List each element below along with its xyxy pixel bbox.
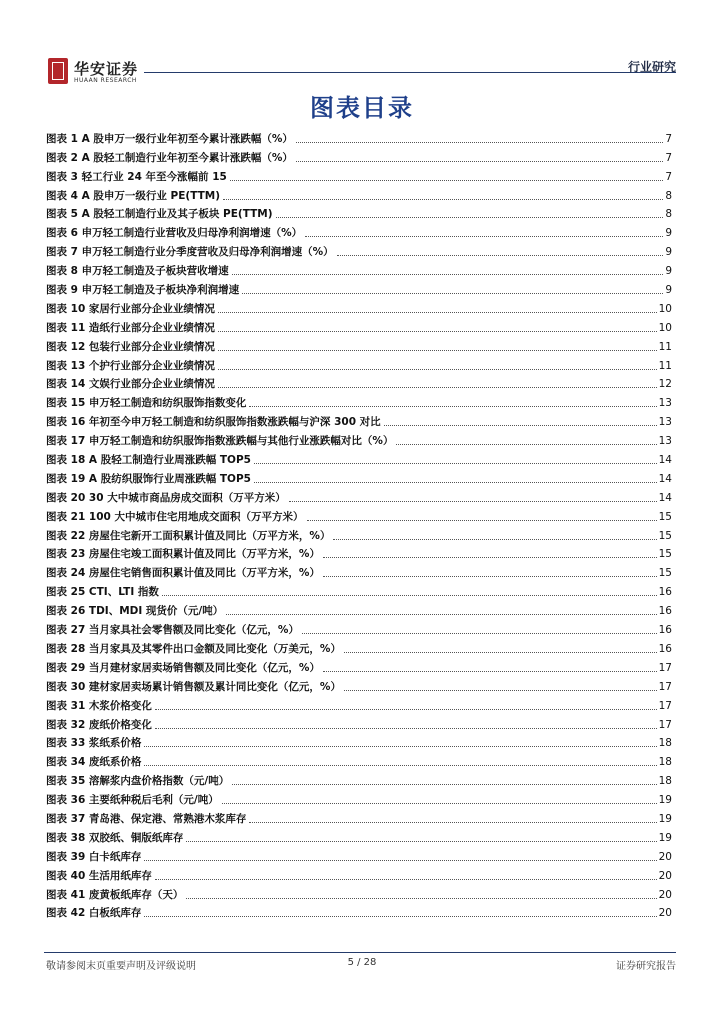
toc-entry-label: 图表 22 房屋住宅新开工面积累计值及同比（万平方米，%） bbox=[46, 529, 331, 542]
toc-leader-dots bbox=[254, 463, 657, 464]
page-number: 5 / 28 bbox=[347, 957, 377, 968]
toc-leader-dots bbox=[305, 236, 663, 237]
toc-leader-dots bbox=[162, 595, 657, 596]
toc-entry-page: 18 bbox=[658, 756, 672, 769]
toc-entry-page: 13 bbox=[658, 397, 672, 410]
toc-leader-dots bbox=[218, 350, 657, 351]
toc-entry[interactable] bbox=[46, 769, 672, 788]
toc-entry[interactable] bbox=[46, 467, 672, 486]
toc-entry-page: 18 bbox=[658, 775, 672, 788]
toc-entry-page: 20 bbox=[658, 907, 672, 920]
toc-leader-dots bbox=[323, 576, 657, 577]
toc-entry[interactable] bbox=[46, 410, 672, 429]
toc-leader-dots bbox=[155, 728, 657, 729]
toc-entry-page: 14 bbox=[658, 454, 672, 467]
toc-leader-dots bbox=[218, 331, 657, 332]
toc-entry[interactable] bbox=[46, 864, 672, 883]
toc-entry[interactable] bbox=[46, 184, 672, 203]
toc-entry-label: 图表 26 TDI、MDI 现货价（元/吨） bbox=[46, 605, 224, 618]
toc-entry-page: 15 bbox=[658, 567, 672, 580]
toc-entry-page: 20 bbox=[658, 850, 672, 863]
toc-entry-label: 图表 15 申万轻工制造和纺织服饰指数变化 bbox=[46, 397, 247, 410]
toc-entry[interactable] bbox=[46, 391, 672, 410]
toc-entry-page: 12 bbox=[658, 378, 672, 391]
toc-entry-page: 7 bbox=[665, 132, 672, 145]
toc-entry-label: 图表 13 个护行业部分企业业绩情况 bbox=[46, 359, 215, 372]
toc-entry[interactable] bbox=[46, 656, 672, 675]
toc-leader-dots bbox=[384, 425, 657, 426]
toc-leader-dots bbox=[307, 520, 657, 521]
toc-entry-label: 图表 3 轻工行业 24 年至今涨幅前 15 bbox=[46, 170, 227, 183]
toc-entry-label: 图表 31 木浆价格变化 bbox=[46, 699, 152, 712]
section-label: 行业研究 bbox=[627, 60, 676, 74]
toc-entry-page: 16 bbox=[658, 586, 672, 599]
toc-entry-label: 图表 5 A 股轻工制造行业及其子板块 PE(TTM) bbox=[46, 208, 273, 221]
toc-entry-label: 图表 16 年初至今申万轻工制造和纺织服饰指数涨跌幅与沪深 300 对比 bbox=[46, 416, 381, 429]
toc-entry[interactable] bbox=[46, 127, 672, 146]
toc-entry[interactable] bbox=[46, 599, 672, 618]
toc-entry-page: 17 bbox=[658, 699, 672, 712]
toc-entry[interactable] bbox=[46, 146, 672, 165]
toc-entry[interactable] bbox=[46, 373, 672, 392]
toc-entry-page: 10 bbox=[658, 302, 672, 315]
toc-entry-page: 14 bbox=[658, 491, 672, 504]
toc-entry-page: 16 bbox=[658, 642, 672, 655]
toc-entry-label: 图表 32 废纸价格变化 bbox=[46, 718, 152, 731]
toc-entry-page: 17 bbox=[658, 680, 672, 693]
toc-entry-page: 16 bbox=[658, 605, 672, 618]
toc-entry-label: 图表 1 A 股申万一级行业年初至今累计涨跌幅（%） bbox=[46, 132, 293, 145]
toc-entry-page: 15 bbox=[658, 548, 672, 561]
toc-entry[interactable] bbox=[46, 297, 672, 316]
toc-entry-page: 8 bbox=[665, 208, 672, 221]
toc-entry-label: 图表 6 申万轻工制造行业营收及归母净利润增速（%） bbox=[46, 227, 303, 240]
toc-entry-label: 图表 42 白板纸库存 bbox=[46, 907, 142, 920]
toc-entry-label: 图表 34 废纸系价格 bbox=[46, 756, 142, 769]
toc-entry[interactable] bbox=[46, 845, 672, 864]
toc-leader-dots bbox=[218, 312, 657, 313]
toc-entry-label: 图表 10 家居行业部分企业业绩情况 bbox=[46, 302, 215, 315]
toc-entry-label: 图表 37 青岛港、保定港、常熟港木浆库存 bbox=[46, 812, 247, 825]
toc-entry-page: 15 bbox=[658, 510, 672, 523]
toc-entry-page: 8 bbox=[665, 189, 672, 202]
toc-entry[interactable] bbox=[46, 543, 672, 562]
toc-leader-dots bbox=[222, 803, 657, 804]
toc-entry-page: 20 bbox=[658, 888, 672, 901]
toc-entry[interactable] bbox=[46, 807, 672, 826]
toc-entry[interactable] bbox=[46, 902, 672, 921]
footer-disclaimer: 敬请参阅末页重要声明及评级说明 bbox=[46, 961, 196, 972]
toc-leader-dots bbox=[396, 444, 656, 445]
toc-entry-label: 图表 19 A 股纺织服饰行业周涨跌幅 TOP5 bbox=[46, 472, 251, 485]
footer-divider bbox=[44, 952, 676, 953]
toc-entry[interactable] bbox=[46, 505, 672, 524]
toc-entry[interactable] bbox=[46, 486, 672, 505]
toc-entry-page: 19 bbox=[658, 794, 672, 807]
toc-entry-page: 9 bbox=[665, 284, 672, 297]
toc-entry-label: 图表 30 建材家居卖场累计销售额及累计同比变化（亿元，%） bbox=[46, 680, 341, 693]
toc-leader-dots bbox=[218, 387, 657, 388]
toc-entry-page: 18 bbox=[658, 737, 672, 750]
toc-entry-label: 图表 21 100 大中城市住宅用地成交面积（万平方米） bbox=[46, 510, 304, 523]
toc-leader-dots bbox=[249, 406, 656, 407]
toc-entry-label: 图表 18 A 股轻工制造行业周涨跌幅 TOP5 bbox=[46, 454, 251, 467]
toc-entry-page: 9 bbox=[665, 227, 672, 240]
toc-leader-dots bbox=[249, 822, 656, 823]
toc-entry-page: 7 bbox=[665, 170, 672, 183]
toc-leader-dots bbox=[323, 671, 657, 672]
toc-entry[interactable] bbox=[46, 354, 672, 373]
toc-entry-label: 图表 41 废黄板纸库存（天） bbox=[46, 888, 184, 901]
toc-entry-label: 图表 20 30 大中城市商品房成交面积（万平方米） bbox=[46, 491, 286, 504]
toc-entry-label: 图表 35 溶解浆内盘价格指数（元/吨） bbox=[46, 775, 230, 788]
toc-leader-dots bbox=[289, 501, 657, 502]
toc-leader-dots bbox=[232, 274, 664, 275]
toc-entry[interactable] bbox=[46, 694, 672, 713]
toc-leader-dots bbox=[242, 293, 663, 294]
toc-leader-dots bbox=[296, 142, 663, 143]
toc-leader-dots bbox=[296, 161, 663, 162]
toc-entry-page: 19 bbox=[658, 812, 672, 825]
toc-leader-dots bbox=[344, 652, 657, 653]
brand-name-en: HUAAN RESEARCH bbox=[74, 77, 137, 84]
toc-leader-dots bbox=[186, 841, 656, 842]
toc-entry[interactable] bbox=[46, 524, 672, 543]
toc-entry-page: 13 bbox=[658, 435, 672, 448]
toc-leader-dots bbox=[223, 199, 663, 200]
toc-entry[interactable] bbox=[46, 637, 672, 656]
toc-entry-label: 图表 23 房屋住宅竣工面积累计值及同比（万平方米，%） bbox=[46, 548, 320, 561]
toc-entry[interactable] bbox=[46, 580, 672, 599]
toc-entry[interactable] bbox=[46, 826, 672, 845]
toc-entry-label: 图表 7 申万轻工制造行业分季度营收及归母净利润增速（%） bbox=[46, 246, 334, 259]
toc-entry-label: 图表 24 房屋住宅销售面积累计值及同比（万平方米，%） bbox=[46, 567, 320, 580]
toc-entry[interactable] bbox=[46, 221, 672, 240]
toc-entry[interactable] bbox=[46, 259, 672, 278]
toc-entry-page: 13 bbox=[658, 416, 672, 429]
toc-entry[interactable] bbox=[46, 750, 672, 769]
toc-entry[interactable] bbox=[46, 448, 672, 467]
toc-leader-dots bbox=[226, 614, 656, 615]
toc-entry-page: 20 bbox=[658, 869, 672, 882]
toc-leader-dots bbox=[144, 916, 656, 917]
toc-leader-dots bbox=[302, 633, 657, 634]
huaan-logo-icon bbox=[48, 58, 68, 84]
toc-leader-dots bbox=[323, 557, 657, 558]
toc-leader-dots bbox=[254, 482, 657, 483]
toc-entry-label: 图表 40 生活用纸库存 bbox=[46, 869, 152, 882]
toc-entry-page: 16 bbox=[658, 624, 672, 637]
toc-entry[interactable] bbox=[46, 675, 672, 694]
toc-entry-label: 图表 4 A 股申万一级行业 PE(TTM) bbox=[46, 189, 221, 202]
brand-name: 华安证券 bbox=[74, 60, 139, 78]
page-title: 图表目录 bbox=[310, 94, 414, 122]
toc-entry[interactable] bbox=[46, 429, 672, 448]
toc-leader-dots bbox=[333, 539, 656, 540]
toc-leader-dots bbox=[344, 690, 657, 691]
toc-leader-dots bbox=[155, 709, 657, 710]
toc-leader-dots bbox=[230, 180, 664, 181]
toc-entry[interactable] bbox=[46, 883, 672, 902]
toc-entry-page: 11 bbox=[658, 340, 672, 353]
header-divider bbox=[144, 72, 676, 73]
toc-entry[interactable] bbox=[46, 203, 672, 222]
toc-leader-dots bbox=[155, 879, 657, 880]
toc-entry-label: 图表 14 文娱行业部分企业业绩情况 bbox=[46, 378, 215, 391]
toc-entry-label: 图表 25 CTI、LTI 指数 bbox=[46, 586, 159, 599]
toc-entry-label: 图表 2 A 股轻工制造行业年初至今累计涨跌幅（%） bbox=[46, 151, 293, 164]
toc-entry-page: 14 bbox=[658, 472, 672, 485]
toc-entry-label: 图表 38 双胶纸、铜版纸库存 bbox=[46, 831, 184, 844]
toc-entry[interactable] bbox=[46, 618, 672, 637]
toc-entry-page: 10 bbox=[658, 321, 672, 334]
toc-entry-page: 19 bbox=[658, 831, 672, 844]
toc-entry[interactable] bbox=[46, 165, 672, 184]
toc-entry-page: 11 bbox=[658, 359, 672, 372]
toc-leader-dots bbox=[232, 784, 656, 785]
toc-entry-label: 图表 27 当月家具社会零售额及同比变化（亿元，%） bbox=[46, 624, 299, 637]
toc-entry[interactable] bbox=[46, 278, 672, 297]
toc-entry[interactable] bbox=[46, 561, 672, 580]
toc-entry-page: 7 bbox=[665, 151, 672, 164]
table-of-figures bbox=[46, 127, 672, 920]
toc-entry[interactable] bbox=[46, 316, 672, 335]
toc-entry-page: 17 bbox=[658, 661, 672, 674]
toc-leader-dots bbox=[186, 898, 656, 899]
toc-entry-page: 15 bbox=[658, 529, 672, 542]
toc-entry-label: 图表 29 当月建材家居卖场销售额及同比变化（亿元，%） bbox=[46, 661, 320, 674]
toc-entry-label: 图表 9 申万轻工制造及子板块净利润增速 bbox=[46, 284, 240, 297]
toc-entry[interactable] bbox=[46, 335, 672, 354]
toc-leader-dots bbox=[218, 369, 657, 370]
toc-entry-label: 图表 11 造纸行业部分企业业绩情况 bbox=[46, 321, 215, 334]
toc-leader-dots bbox=[144, 765, 656, 766]
report-type: 证券研究报告 bbox=[616, 961, 676, 972]
toc-entry-label: 图表 33 浆纸系价格 bbox=[46, 737, 142, 750]
toc-entry-label: 图表 17 申万轻工制造和纺织服饰指数涨跌幅与其他行业涨跌幅对比（%） bbox=[46, 435, 394, 448]
toc-entry[interactable] bbox=[46, 788, 672, 807]
toc-leader-dots bbox=[144, 746, 656, 747]
page-header bbox=[48, 58, 676, 88]
toc-leader-dots bbox=[144, 860, 656, 861]
toc-entry-page: 17 bbox=[658, 718, 672, 731]
toc-entry-label: 图表 39 白卡纸库存 bbox=[46, 850, 142, 863]
toc-entry[interactable] bbox=[46, 240, 672, 259]
toc-entry[interactable] bbox=[46, 732, 672, 751]
toc-entry-label: 图表 12 包装行业部分企业业绩情况 bbox=[46, 340, 215, 353]
toc-entry-label: 图表 8 申万轻工制造及子板块营收增速 bbox=[46, 265, 229, 278]
toc-entry-page: 9 bbox=[665, 246, 672, 259]
toc-entry-label: 图表 36 主要纸种税后毛利（元/吨） bbox=[46, 794, 219, 807]
toc-entry-page: 9 bbox=[665, 265, 672, 278]
toc-entry-label: 图表 28 当月家具及其零件出口金额及同比变化（万美元，%） bbox=[46, 642, 341, 655]
toc-leader-dots bbox=[276, 217, 664, 218]
toc-entry[interactable] bbox=[46, 713, 672, 732]
toc-leader-dots bbox=[337, 255, 664, 256]
